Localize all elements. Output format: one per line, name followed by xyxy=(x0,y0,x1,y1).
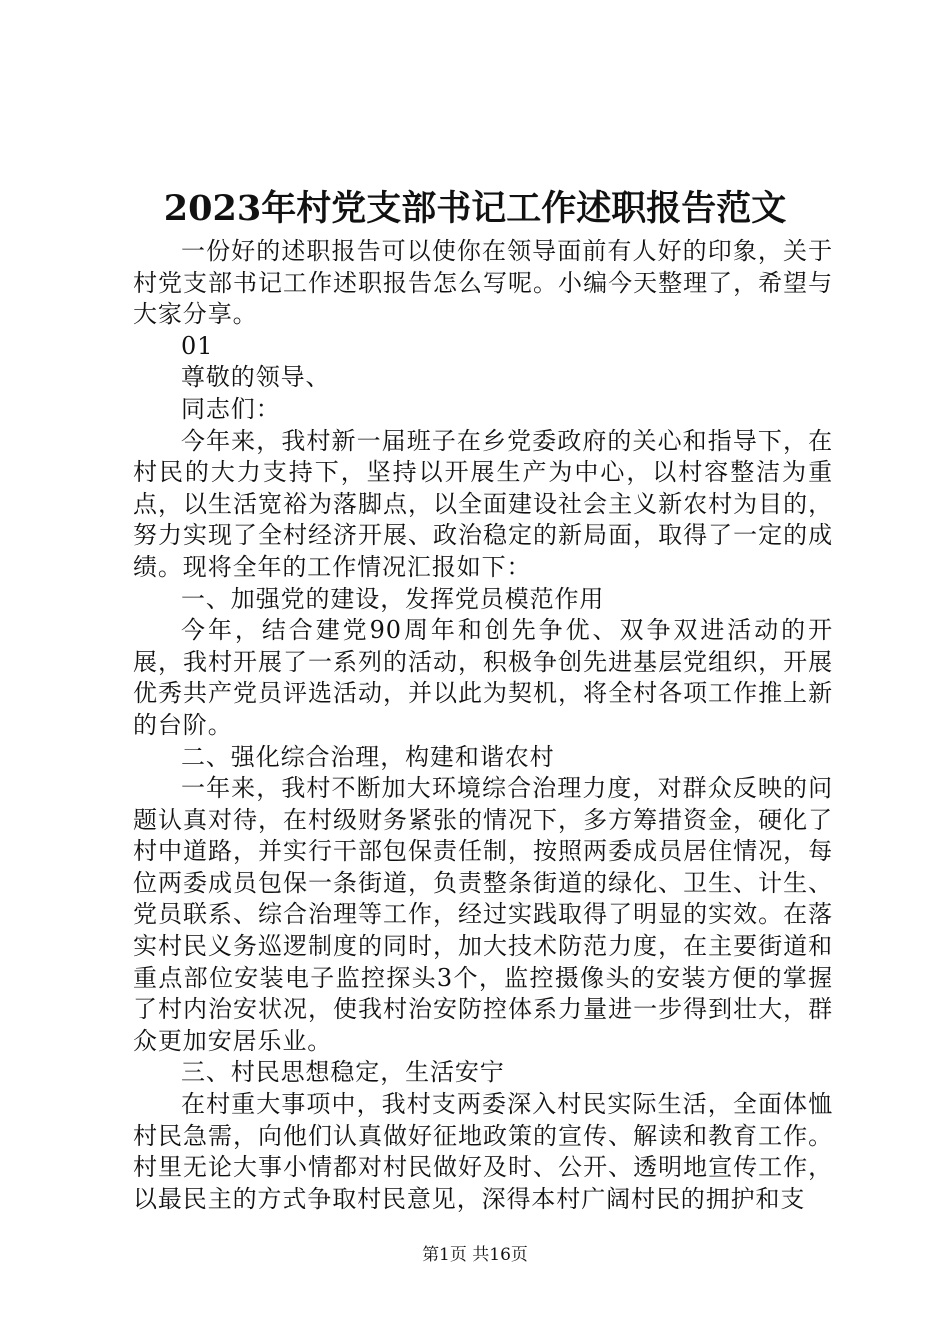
body-paragraph: 今年来，我村新一届班子在乡党委政府的关心和指导下，在村民的大力支持下，坚持以开展生产为中心，以村容整洁为重点，以生活宽裕为落脚点，以全面建设社会主义新农村为目的，努力实现了全村经济开展、政治稳定的新局面，取得了一定的成绩。现将全年的工作情况汇报如下： xyxy=(133,426,833,581)
document-title: 2023年村党支部书记工作述职报告范文 xyxy=(163,188,787,229)
page-footer: 第1页 共16页 xyxy=(422,1245,528,1265)
section-heading: 三、村民思想稳定，生活安宁 xyxy=(181,1058,505,1087)
body-paragraph: 在村重大事项中，我村支两委深入村民实际生活，全面体恤村民急需，向他们认真做好征地政策的宣传、解读和教育工作。村里无论大事小情都对村民做好及时、公开、透明地宣传工作，以最民主的方式争取村民意见，深得本村广阔村民的拥护和支 xyxy=(133,1090,833,1213)
document-body xyxy=(133,236,833,1215)
intro-paragraph: 一份好的述职报告可以使你在领导面前有人好的印象，关于村党支部书记工作述职报告怎么写呢。小编今天整理了，希望与大家分享。 xyxy=(133,237,833,329)
section-heading: 二、强化综合治理，构建和谐农村 xyxy=(181,742,555,771)
body-paragraph: 今年，结合建党90周年和创先争优、双争双进活动的开展，我村开展了一系列的活动，积极争创先进基层党组织，开展优秀共产党员评选活动，并以此为契机，将全村各项工作推上新的台阶。 xyxy=(133,616,833,739)
body-paragraph: 一年来，我村不断加大环境综合治理力度，对群众反映的问题认真对待，在村级财务紧张的情况下，多方筹措资金，硬化了村中道路，并实行干部包保责任制，按照两委成员居住情况，每位两委成员包保一条街道，负责整条街道的绿化、卫生、计生、党员联系、综合治理等工作，经过实践取得了明显的实效。在落实村民义务巡逻制度的同时，加大技术防范力度，在主要街道和重点部位安装电子监控探头3个，监控摄像头的安装方便的掌握了村内治安状况，使我村治安防控体系力量进一步得到壮大，群众更加安居乐业。 xyxy=(133,774,833,1055)
section-heading: 一、加强党的建设，发挥党员模范作用 xyxy=(181,584,605,613)
salutation-line-2: 同志们： xyxy=(181,394,281,423)
salutation-line-1: 尊敬的领导、 xyxy=(181,363,331,392)
section-number: 01 xyxy=(181,331,214,360)
